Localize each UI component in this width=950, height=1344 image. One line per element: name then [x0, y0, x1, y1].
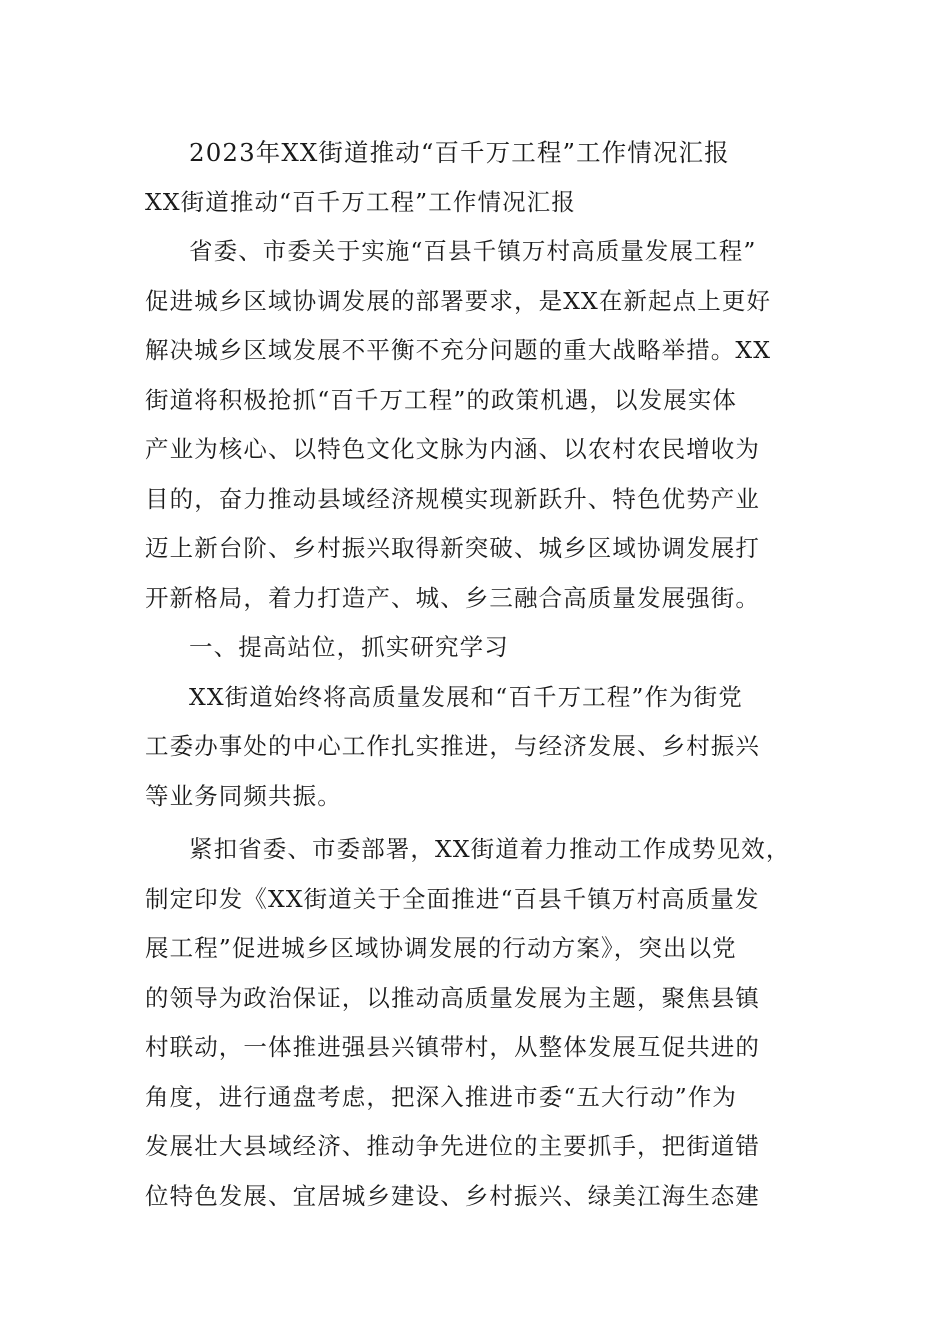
paragraph-line: 迈上新台阶、乡村振兴取得新突破、城乡区域协调发展打	[145, 534, 760, 562]
paragraph-section1-detail	[145, 825, 809, 1221]
document-body	[145, 128, 809, 1221]
paragraph-line: 省委、市委关于实施“百县千镇万村高质量发展工程”	[189, 237, 757, 265]
paragraph-line: 解决城乡区域发展不平衡不充分问题的重大战略举措。XX	[145, 336, 772, 364]
paragraph-section1	[145, 673, 809, 822]
document-subtitle: XX街道推动“百千万工程”工作情况汇报	[145, 187, 576, 216]
paragraph-line: 制定印发《XX街道关于全面推进“百县千镇万村高质量发	[145, 884, 760, 913]
paragraph-line: 促进城乡区域协调发展的部署要求，是XX在新起点上更好	[145, 286, 772, 315]
paragraph-intro	[145, 227, 809, 623]
paragraph-line: 等业务同频共振。	[145, 781, 342, 810]
paragraph-line: 发展壮大县域经济、推动争先进位的主要抓手，把街道错	[145, 1132, 760, 1160]
paragraph-line: 位特色发展、宜居城乡建设、乡村振兴、绿美江海生态建	[145, 1181, 760, 1210]
paragraph-line: 产业为核心、以特色文化文脉为内涵、以农村农民增收为	[145, 435, 760, 463]
paragraph-line: 紧扣省委、市委部署，XX街道着力推动工作成势见效，	[189, 835, 791, 863]
section-heading: 一、提高站位，抓实研究学习	[189, 633, 509, 661]
paragraph-line: 街道将积极抢抓“百千万工程”的政策机遇，以发展实体	[145, 385, 738, 414]
paragraph-line: 的领导为政治保证，以推动高质量发展为主题，聚焦县镇	[145, 983, 760, 1012]
paragraph-line: 工委办事处的中心工作扎实推进，与经济发展、乡村振兴	[145, 732, 760, 760]
paragraph-line: 开新格局，着力打造产、城、乡三融合高质量发展强街。	[145, 583, 760, 612]
paragraph-line: 角度，进行通盘考虑，把深入推进市委“五大行动”作为	[145, 1082, 738, 1111]
paragraph-line: XX街道始终将高质量发展和“百千万工程”作为街党	[189, 682, 743, 711]
paragraph-line: 展工程”促进城乡区域协调发展的行动方案》，突出以党	[145, 934, 737, 962]
paragraph-line: 目的，奋力推动县域经济规模实现新跃升、特色优势产业	[145, 484, 760, 513]
document-title: 2023年XX街道推动“百千万工程”工作情况汇报	[189, 138, 730, 167]
paragraph-line: 村联动，一体推进强县兴镇带村，从整体发展互促共进的	[145, 1033, 760, 1061]
